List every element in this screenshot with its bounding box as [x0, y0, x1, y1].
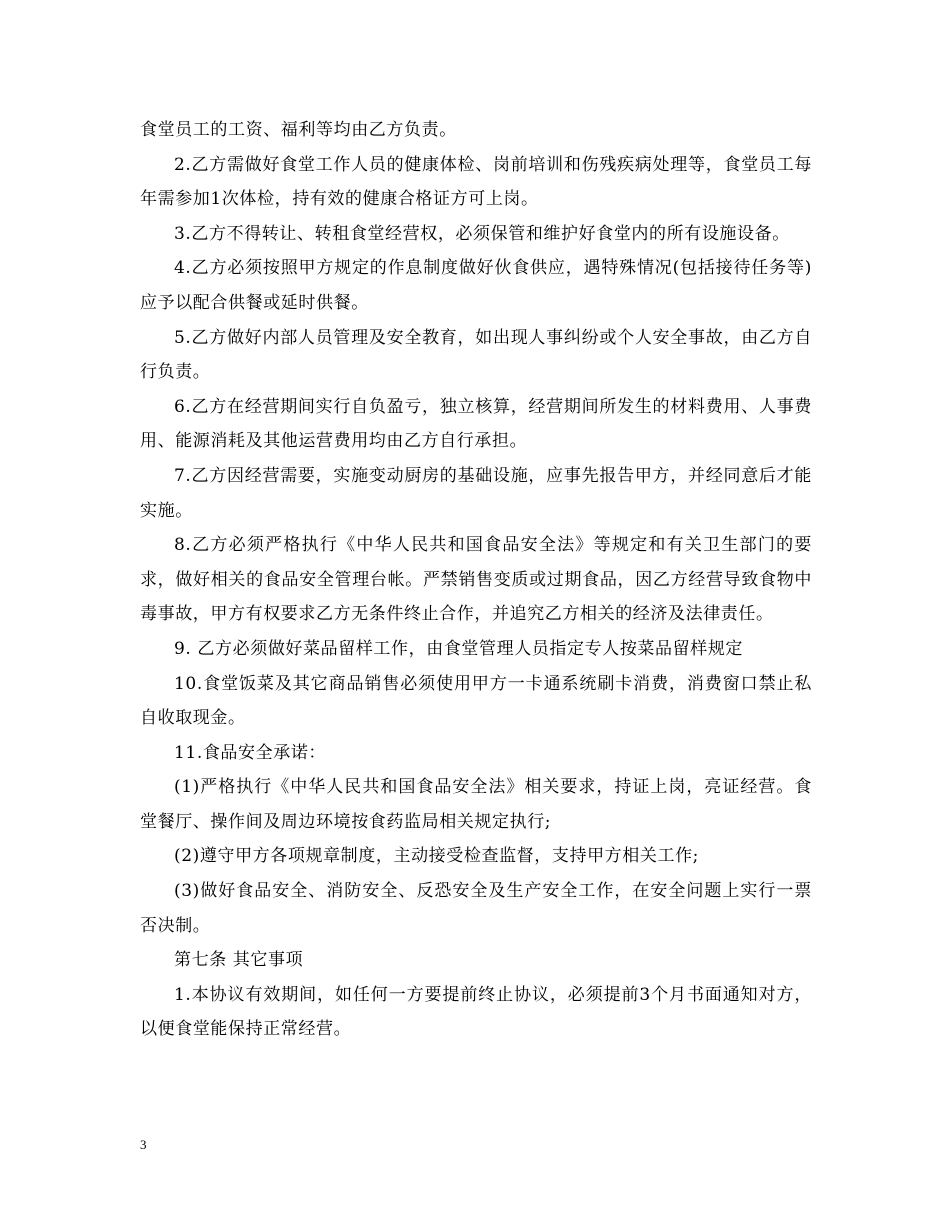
paragraph-8: 8.乙方必须严格执行《中华人民共和国食品安全法》等规定和有关卫生部门的要求，做好相关的食品安全管理台帐。严禁销售变质或过期食品，因乙方经营导致食物中毒事故，甲方有权要求乙方无条件终止合作，并追究乙方相关的经济及法律责任。	[140, 535, 812, 625]
paragraph-5: 5.乙方做好内部人员管理及安全教育，如出现人事纠纷或个人安全事故，由乙方自行负责。	[140, 327, 812, 383]
paragraph-9: 9. 乙方必须做好菜品留样工作，由食堂管理人员指定专人按菜品留样规定	[174, 638, 744, 659]
page-number: 3	[140, 1137, 147, 1152]
section-heading: 第七条 其它事项	[174, 950, 304, 971]
paragraph-10: 10.食堂饭菜及其它商品销售必须使用甲方一卡通系统刷卡消费，消费窗口禁止私自收取现金。	[140, 673, 812, 729]
paragraph-14: (3)做好食品安全、消防安全、反恐安全及生产安全工作，在安全问题上实行一票否决制。	[140, 881, 812, 936]
paragraph-12: (1)严格执行《中华人民共和国食品安全法》相关要求，持证上岗，亮证经营。食堂餐厅、操作间及周边环境按食药监局相关规定执行;	[140, 777, 812, 832]
paragraph-11: 11.食品安全承诺：	[174, 742, 327, 763]
paragraph-4: 4.乙方必须按照甲方规定的作息制度做好伙食供应，遇特殊情况(包括接待任务等)应予以配合供餐或延时供餐。	[140, 258, 812, 313]
paragraph-1: 食堂员工的工资、福利等均由乙方负责。	[140, 120, 457, 140]
paragraph-3: 3.乙方不得转让、转租食堂经营权，必须保管和维护好食堂内的所有设施设备。	[174, 223, 790, 244]
document-body	[140, 113, 812, 1047]
paragraph-2: 2.乙方需做好食堂工作人员的健康体检、岗前培训和伤残疾病处理等，食堂员工每年需参加1次体检，持有效的健康合格证方可上岗。	[140, 154, 812, 210]
paragraph-7: 7.乙方因经营需要，实施变动厨房的基础设施，应事先报告甲方，并经同意后才能实施。	[140, 465, 812, 521]
paragraph-13: (2)遵守甲方各项规章制度，主动接受检查监督，支持甲方相关工作;	[174, 846, 700, 867]
paragraph-16: 1.本协议有效期间，如任何一方要提前终止协议，必须提前3个月书面通知对方，以便食堂能保持正常经营。	[140, 984, 812, 1040]
paragraph-6: 6.乙方在经营期间实行自负盈亏，独立核算，经营期间所发生的材料费用、人事费用、能源消耗及其他运营费用均由乙方自行承担。	[140, 396, 812, 452]
